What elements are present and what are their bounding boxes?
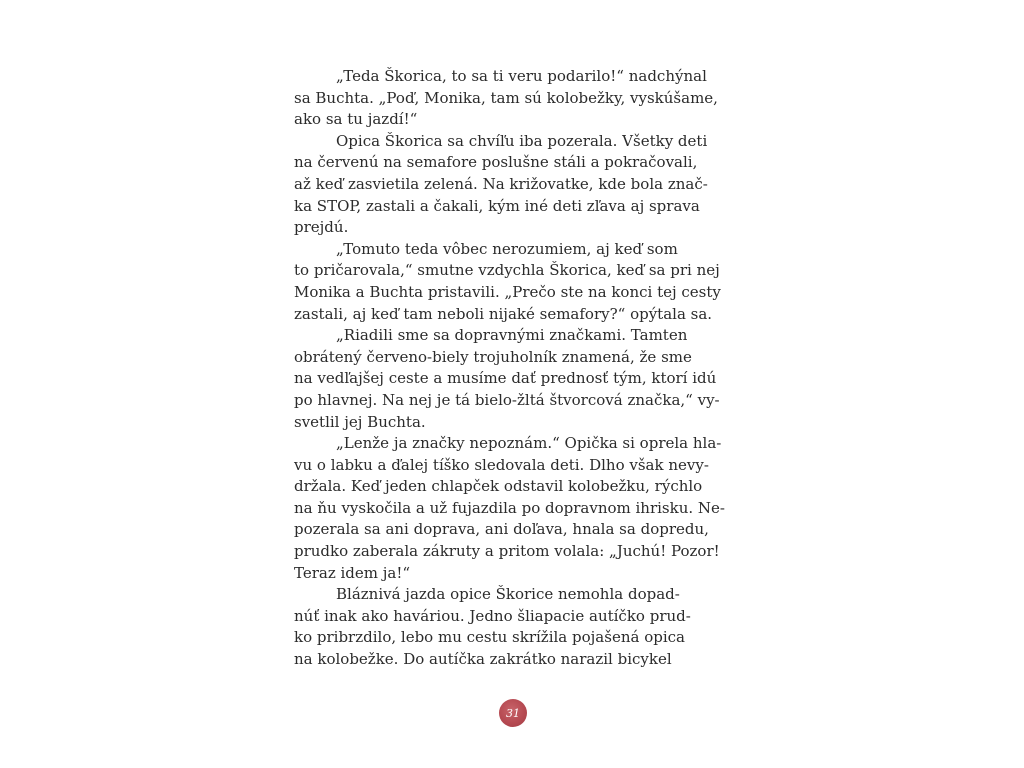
text-line: Teraz idem ja!“ bbox=[294, 563, 411, 582]
text-line: pozerala sa ani doprava, ani doľava, hnala sa dopredu, bbox=[294, 520, 709, 539]
text-line: vu o labku a ďalej tíško sledovala deti. Dlho však nevy- bbox=[294, 455, 709, 474]
text-line: svetlil jej Buchta. bbox=[294, 412, 426, 431]
text-line: prudko zaberala zákruty a pritom volala: „Juchú! Pozor! bbox=[294, 542, 720, 561]
page-number: 31 bbox=[506, 706, 520, 720]
text-line: držala. Keď jeden chlapček odstavil kolobežku, rýchlo bbox=[294, 477, 703, 496]
text-line: ko pribrzdilo, lebo mu cestu skrížila pojašená opica bbox=[294, 628, 685, 647]
text-line: núť inak ako haváriou. Jedno šliapacie autíčko prud- bbox=[294, 606, 691, 625]
text-line: „Tomuto teda vôbec nerozumiem, aj keď som bbox=[336, 239, 678, 258]
text-line: ako sa tu jazdí!“ bbox=[294, 110, 418, 129]
text-line: Monika a Buchta pristavili. „Prečo ste na konci tej cesty bbox=[294, 282, 721, 301]
text-line: na vedľajšej ceste a musíme dať prednosť tým, ktorí idú bbox=[294, 369, 717, 388]
body-text bbox=[294, 66, 734, 671]
page-number-badge bbox=[499, 699, 527, 727]
text-line: zastali, aj keď tam neboli nijaké semafory?“ opýtala sa. bbox=[294, 304, 713, 323]
text-line: ka STOP, zastali a čakali, kým iné deti zľava aj sprava bbox=[294, 196, 700, 215]
text-line: sa Buchta. „Poď, Monika, tam sú kolobežky, vyskúšame, bbox=[294, 88, 718, 107]
text-line: prejdú. bbox=[294, 218, 349, 237]
text-line: po hlavnej. Na nej je tá bielo-žltá štvorcová značka,“ vy- bbox=[294, 390, 720, 409]
text-line: obrátený červeno-biely trojuholník znamená, že sme bbox=[294, 347, 692, 366]
text-line: Bláznivá jazda opice Škorice nemohla dopad- bbox=[336, 585, 680, 604]
text-line: na ňu vyskočila a už fujazdila po dopravnom ihrisku. Ne- bbox=[294, 498, 725, 517]
text-line: „Teda Škorica, to sa ti veru podarilo!“ nadchýnal bbox=[336, 67, 707, 85]
text-line: to pričarovala,“ smutne vzdychla Škorica, keď sa pri nej bbox=[294, 261, 720, 280]
text-line: „Riadili sme sa dopravnými značkami. Tamten bbox=[336, 326, 688, 345]
text-line: Opica Škorica sa chvíľu iba pozerala. Všetky deti bbox=[336, 131, 708, 150]
text-line: na červenú na semafore poslušne stáli a pokračovali, bbox=[294, 153, 698, 172]
text-line: „Lenže ja značky nepoznám.“ Opička si oprela hla- bbox=[336, 434, 722, 453]
text-line: na kolobežke. Do autíčka zakrátko narazil bicykel bbox=[294, 650, 672, 669]
text-line: až keď zasvietila zelená. Na križovatke, kde bola znač- bbox=[294, 174, 708, 193]
